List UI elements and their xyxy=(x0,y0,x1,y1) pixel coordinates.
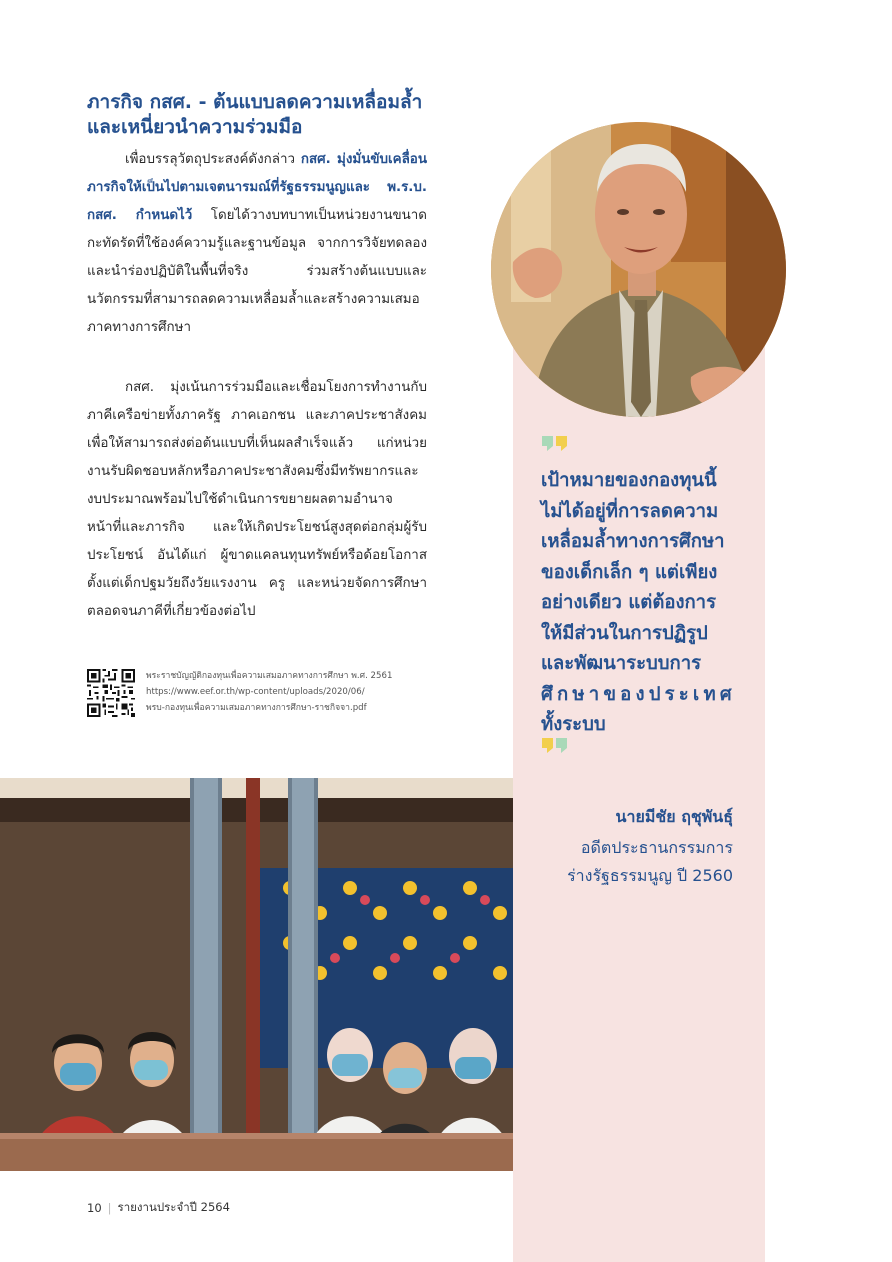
page-footer xyxy=(87,1199,230,1217)
pull-quote xyxy=(541,466,741,741)
section-heading xyxy=(87,90,427,140)
quote-line: ของเด็กเล็ก ๆ แต่เพียง xyxy=(541,561,718,583)
page-number: 10 xyxy=(87,1201,102,1215)
speaker-role-line-2: ร่างรัฐธรรมนูญ ปี 2560 xyxy=(567,866,733,885)
reference-link[interactable]: https://www.eef.or.th/wp-content/uploads/2020/06/ xyxy=(146,687,365,697)
children-classroom-photo xyxy=(0,778,513,1171)
quote-line: ทั้งระบบ xyxy=(541,714,606,735)
quote-line: และพัฒนาระบบการ xyxy=(541,653,702,674)
paragraph-mission-rest: โดยได้วางบทบาทเป็นหน่วยงานขนาดกะทัดรัดที่ใช้องค์ความรู้และฐานข้อมูล จากการวิจัยทดลองและนำร่องปฏิบัติในพื้นที่จริง ร่วมสร้างต้นแบบและนวัตกรรมที่สามารถลดความเหลื่อมล้ำและสร้างความเสมอภาคทางการศึกษา xyxy=(87,208,428,335)
speaker-role-line-1: อดีตประธานกรรมการ xyxy=(580,838,733,857)
speaker-name: นายมีชัย ฤชุพันธุ์ xyxy=(615,807,733,826)
quote-line: ศึกษาของประเทศ xyxy=(541,683,736,705)
quote-line: เหลื่อมล้ำทางการศึกษา xyxy=(541,531,725,552)
footer-separator: | xyxy=(107,1201,112,1215)
speaker-role xyxy=(520,834,733,890)
paragraph-cooperation-text: กสศ. มุ่งเน้นการร่วมมือและเชื่อมโยงการทำงานกับภาคีเครือข่ายทั้งภาครัฐ ภาคเอกชน และภาคประชาสังคม เพื่อให้สามารถส่งต่อต้นแบบที่เห็นผลสำเร็จแล้ว แก่หน่วยงานรับผิดชอบหลักหรือภาคประชาสังคมซึ่งมีทรัพยากรและงบประมาณพร้อมไปใช้ดำเนินการขยายผลตามอำนาจหน้าที่และภารกิจ และให้เกิดประโยชน์สูงสุดต่อกลุ่มผู้รับประโยชน์ อันได้แก่ ผู้ขาดแคลนทุนทรัพย์หรือด้อยโอกาสตั้งแต่เด็กปฐมวัยถึงวัยแรงงาน ครู และหน่วยจัดการศึกษาตลอดจนภาคีที่เกี่ยวข้องต่อไป xyxy=(87,380,427,619)
quote-line: ให้มีส่วนในการปฏิรูป xyxy=(541,622,708,644)
quote-line: ไม่ได้อยู่ที่การลดความ xyxy=(541,500,719,522)
paragraph-mission-highlight: กสศ. มุ่งมั่นขับเคลื่อนภารกิจให้เป็นไปตามเจตนารมณ์ที่รัฐธรรมนูญและ พ.ร.บ. กสศ. กำหนดไว้ xyxy=(87,152,427,223)
close-quote-icon xyxy=(542,738,568,758)
quote-line: อย่างเดียว แต่ต้องการ xyxy=(541,592,717,613)
paragraph-mission-intro: เพื่อบรรลุวัตถุประสงค์ดังกล่าว xyxy=(125,152,301,167)
reference-title: พระราชบัญญัติกองทุนเพื่อความเสมอภาคทางการศึกษา พ.ศ. 2561 xyxy=(146,671,393,681)
reference-filename: พรบ-กองทุนเพื่อความเสมอภาคทางการศึกษา-ราชกิจจา.pdf xyxy=(146,703,367,713)
speaker-portrait-photo xyxy=(491,122,786,417)
open-quote-icon xyxy=(542,436,568,456)
paragraph-mission xyxy=(87,146,427,342)
heading-line-2: และเหนี่ยวนำความร่วมมือ xyxy=(87,116,303,138)
report-title: รายงานประจำปี 2564 xyxy=(117,1200,230,1214)
qr-code-icon[interactable] xyxy=(87,669,135,717)
reference-note xyxy=(146,668,436,716)
heading-line-1: ภารกิจ กสศ. - ต้นแบบลดความเหลื่อมล้ำ xyxy=(87,91,423,113)
quote-line: เป้าหมายของกองทุนนี้ xyxy=(541,470,717,491)
paragraph-cooperation xyxy=(87,374,427,626)
